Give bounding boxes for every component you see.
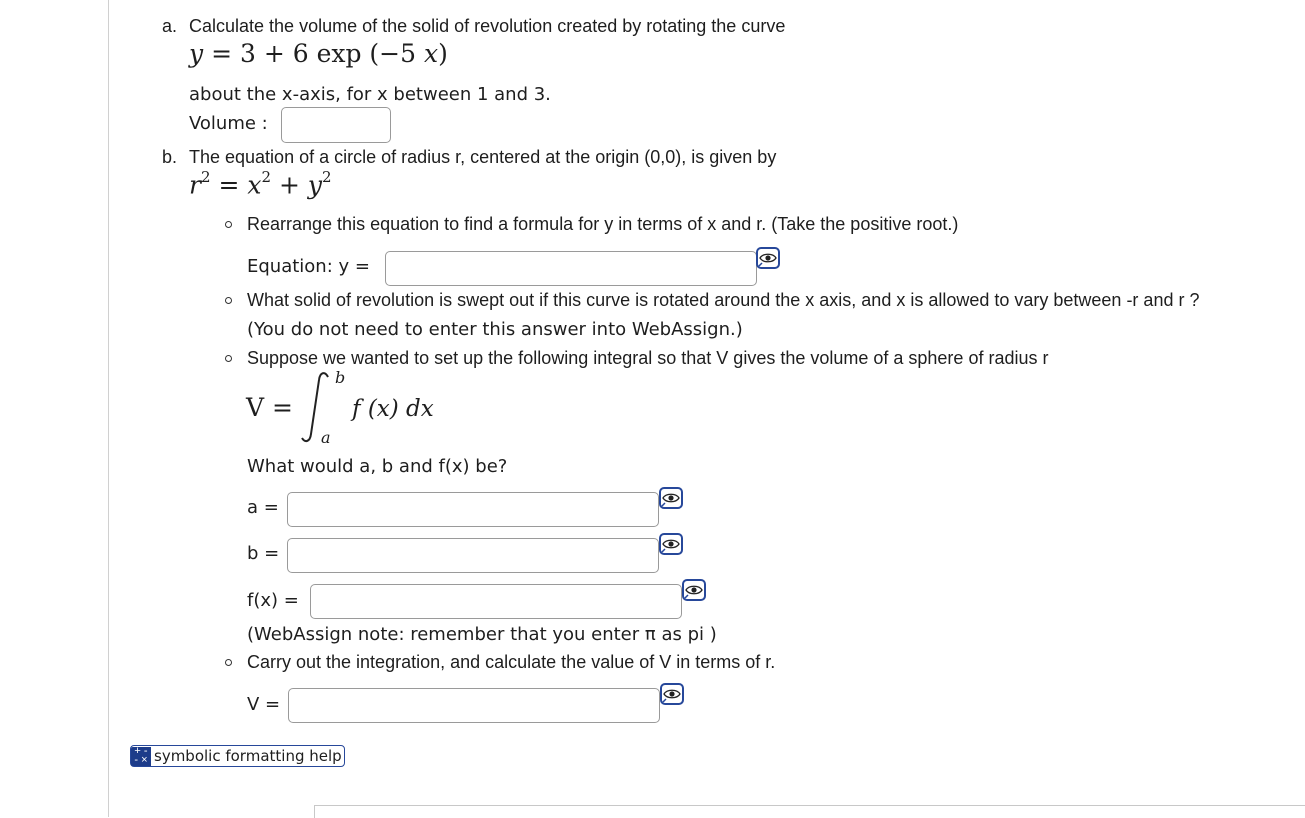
eye-preview-button[interactable] — [659, 533, 683, 555]
integrand: f (x) dx — [352, 396, 434, 422]
eye-preview-icon — [661, 535, 681, 553]
volume-input[interactable] — [281, 107, 391, 143]
eye-preview-button[interactable] — [659, 487, 683, 509]
eye-preview-icon — [661, 489, 681, 507]
part-b-marker: b. — [162, 147, 178, 167]
eye-preview-icon — [684, 581, 704, 599]
solid-note: (You do not need to enter this answer into WebAssign.) — [247, 319, 743, 340]
symbolic-formatting-help-button[interactable] — [130, 745, 345, 767]
pi-note: (WebAssign note: remember that you enter π as pi ) — [247, 624, 717, 645]
bullet — [225, 659, 232, 666]
bottom-divider — [314, 805, 1305, 818]
plus-minus-icon: + - - × — [131, 747, 151, 766]
help-label: symbolic formatting help — [154, 747, 342, 765]
part-a-marker: a. — [162, 16, 178, 36]
a-input[interactable] — [287, 492, 659, 527]
part-a-equation: y = 3 + 6 exp (−5 x) — [189, 39, 448, 68]
integral-upper-limit: b — [335, 368, 346, 387]
eye-preview-button[interactable] — [660, 683, 684, 705]
v-input[interactable] — [288, 688, 660, 723]
volume-label: Volume : — [189, 113, 268, 134]
abf-prompt: What would a, b and f(x) be? — [247, 456, 508, 477]
integral-lhs: V = — [246, 393, 293, 422]
v-label: V = — [247, 694, 281, 715]
equation-label: Equation: y = — [247, 256, 370, 277]
eye-preview-icon — [758, 249, 778, 267]
part-a-intro: Calculate the volume of the solid of revolution created by rotating the curve — [189, 16, 786, 36]
b-label: b = — [247, 543, 280, 564]
bullet — [225, 355, 232, 362]
eye-preview-button[interactable] — [756, 247, 780, 269]
eye-preview-button[interactable] — [682, 579, 706, 601]
integral-question: Suppose we wanted to set up the following integral so that V gives the volume of a sphere of radius r — [247, 348, 1049, 368]
eye-preview-icon — [662, 685, 682, 703]
solid-question: What solid of revolution is swept out if this curve is rotated around the x axis, and x is allowed to vary between -r and r ? — [247, 290, 1200, 310]
page-left-border — [108, 0, 109, 817]
equation-y-input[interactable] — [385, 251, 757, 286]
integration-question: Carry out the integration, and calculate the value of V in terms of r. — [247, 652, 776, 672]
bullet — [225, 297, 232, 304]
b-input[interactable] — [287, 538, 659, 573]
bullet — [225, 221, 232, 228]
rearrange-question: Rearrange this equation to find a formula for y in terms of x and r. (Take the positive root.) — [247, 214, 959, 234]
part-a-range-text: about the x-axis, for x between 1 and 3. — [189, 84, 551, 105]
circle-equation: $r^2 = x^2 + y^2$ — [189, 168, 332, 200]
f-input[interactable] — [310, 584, 682, 619]
integral-lower-limit: a — [321, 428, 331, 447]
a-label: a = — [247, 497, 279, 518]
part-b-intro: The equation of a circle of radius r, centered at the origin (0,0), is given by — [189, 147, 777, 167]
f-label: f(x) = — [247, 590, 299, 611]
